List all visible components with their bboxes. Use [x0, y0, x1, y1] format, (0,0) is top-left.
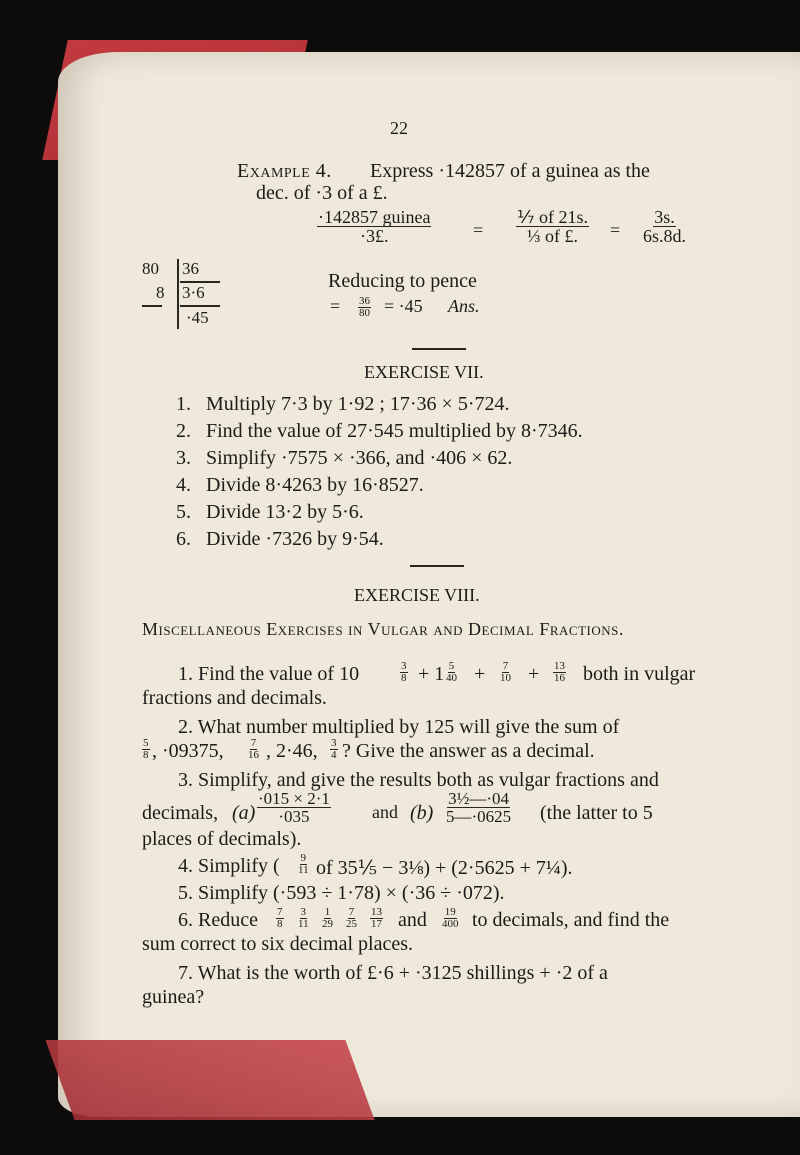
- result-fraction: [358, 296, 371, 319]
- q1-plus-1: +: [474, 663, 486, 685]
- q1-frac-3-8: [400, 661, 408, 684]
- eq-mid-den: ⅓ of £.: [526, 226, 578, 246]
- division-q2: ·45: [186, 308, 209, 327]
- eq-sign-2: =: [610, 220, 621, 240]
- q4-frac-9-11-den: 11: [298, 864, 309, 876]
- q1-frac-13-16: [553, 661, 566, 684]
- q1-frac-5-40-num: 5: [448, 660, 455, 672]
- q2-frac-7-16-den: 16: [248, 749, 259, 761]
- q6-frac-1-29-num: 1: [324, 906, 331, 918]
- q1-part-e: both in vulgar: [583, 663, 696, 685]
- q3-label-a: (a): [232, 802, 256, 824]
- eq-left-fraction: [317, 208, 431, 245]
- q3-frac-a-num: ·015 × 2·1: [258, 789, 330, 808]
- eq-mid-fraction: [516, 208, 589, 245]
- division-rule-2: [180, 305, 220, 307]
- q3-frac-b: [446, 790, 511, 825]
- eq-left-den: ·3£.: [359, 226, 389, 246]
- q6-frac-3-11-den: 11: [298, 918, 309, 930]
- q6-frac-13-17-den: 17: [371, 918, 382, 930]
- ex7-item-4-text: Divide 8·4263 by 16·8527.: [206, 474, 424, 496]
- division-bar-1: [177, 259, 179, 329]
- q1-frac-3-8-den: 8: [401, 672, 407, 684]
- q2-frac-5-8-den: 8: [143, 749, 149, 761]
- ex7-item-3-text: Simplify ·7575 × ·366, and ·406 × 62.: [206, 447, 513, 469]
- result-den: 80: [359, 307, 370, 319]
- q6-part-a: 6. Reduce: [178, 909, 258, 931]
- q5-text: 5. Simplify (·593 ÷ 1·78) × (·36 ÷ ·072).: [178, 882, 505, 904]
- eq-right-fraction: [643, 208, 686, 245]
- q2-frac-5-8: [142, 738, 150, 761]
- result-num: 36: [359, 295, 370, 307]
- q1-frac-5-40: [446, 661, 457, 684]
- eq-left-num: ·142857 guinea: [318, 207, 431, 227]
- q3-frac-b-num: 3½—·04: [448, 789, 510, 808]
- ex7-item-2-text: Find the value of 27·545 multiplied by 8·7346.: [206, 420, 583, 442]
- division-dividend: 36: [182, 259, 199, 278]
- q3-frac-a-den: ·035: [278, 807, 310, 826]
- q2-line1: 2. What number multiplied by 125 will give the sum of: [178, 716, 620, 738]
- q6-frac-19-400-num: 19: [444, 906, 456, 918]
- q1-frac-13-16-den: 16: [554, 672, 565, 684]
- ex7-item-6-text: Divide ·7326 by 9·54.: [206, 528, 384, 550]
- exercise8-title: EXERCISE VIII.: [354, 585, 480, 605]
- q2-frac-7-16: [248, 738, 259, 761]
- q6-frac-7-25-den: 25: [346, 918, 357, 930]
- q6-part-c: to decimals, and find the: [472, 909, 670, 931]
- example-line2: dec. of ·3 of a £.: [256, 182, 388, 204]
- reducing-text: Reducing to pence: [328, 270, 477, 292]
- eq-right-num: 3s.: [654, 207, 675, 227]
- eq-sign-1: =: [473, 220, 484, 240]
- ex7-item-3-number: 3.: [176, 447, 191, 469]
- q6-frac-1-29-den: 29: [322, 918, 333, 930]
- q1-frac-5-40-den: 40: [446, 672, 457, 684]
- ex7-item-4-number: 4.: [176, 474, 191, 496]
- q2-line2b: , 2·46,: [266, 740, 318, 762]
- q3-decimals: decimals,: [142, 802, 219, 824]
- eq-right-den: 6s.8d.: [643, 226, 687, 246]
- q1-frac-13-16-num: 13: [554, 660, 565, 672]
- q1-frac-3-8-num: 3: [401, 660, 407, 672]
- q3-tail: (the latter to 5: [540, 802, 653, 824]
- q4-frac-9-11: [298, 853, 309, 876]
- q2-frac-5-8-num: 5: [143, 737, 149, 749]
- ex7-item-6-number: 6.: [176, 528, 191, 550]
- ex7-item-1-number: 1.: [176, 393, 191, 415]
- ex7-item-2-number: 2.: [176, 420, 191, 442]
- q1-frac-7-10: [500, 661, 511, 684]
- ex7-item-1-text: Multiply 7·3 by 1·92 ; 17·36 × 5·724.: [206, 393, 510, 415]
- exercise7-title: EXERCISE VII.: [364, 362, 484, 382]
- q4-part-b: of 35⅕ − 3⅛) + (2·5625 + 7¼).: [316, 857, 573, 879]
- example-heading: Example 4.: [237, 160, 332, 182]
- division-rule-left: [142, 305, 162, 307]
- q6-frac-1-29: [322, 907, 333, 930]
- q1-part-a: 1. Find the value of 10: [178, 663, 360, 685]
- q2-frac-3-4-den: 4: [331, 749, 337, 761]
- q1-line2: fractions and decimals.: [142, 687, 327, 709]
- q2-frac-7-16-num: 7: [250, 737, 257, 749]
- page-number: 22: [390, 118, 408, 138]
- q6-frac-3-11-num: 3: [300, 906, 307, 918]
- result-ans: Ans.: [448, 296, 480, 316]
- q6-frac-19-400-den: 400: [442, 918, 459, 930]
- q7-line1: 7. What is the worth of £·6 + ·3125 shillings + ·2 of a: [178, 962, 608, 984]
- ex7-item-5-text: Divide 13·2 by 5·6.: [206, 501, 364, 523]
- division-divisor-8: 8: [156, 283, 165, 302]
- q6-frac-7-8-den: 8: [277, 918, 283, 930]
- q1-plus-2: +: [528, 663, 540, 685]
- q3-frac-b-den: 5—·0625: [446, 807, 512, 826]
- division-q1: 3·6: [182, 283, 205, 302]
- eq-mid-num: ⅐ of 21s.: [517, 207, 588, 227]
- q6-frac-7-25: [346, 907, 357, 930]
- book-spine-cloth-bottom: [45, 1040, 374, 1120]
- result-value: = ·45: [384, 296, 423, 316]
- q4-part-a: 4. Simplify (: [178, 855, 280, 877]
- q4-frac-9-11-num: 9: [300, 852, 307, 864]
- q6-frac-7-8-num: 7: [277, 906, 283, 918]
- ex7-item-5-number: 5.: [176, 501, 191, 523]
- q2-line2a: , ·09375,: [152, 740, 224, 762]
- exercise8-subtitle: Miscellaneous Exercises in Vulgar and Decimal Fractions.: [142, 619, 624, 639]
- q3-line1: 3. Simplify, and give the results both as vulgar fractions and: [178, 769, 659, 791]
- division-divisor-80: 80: [142, 259, 159, 278]
- q2-line2c: ? Give the answer as a decimal.: [342, 740, 595, 762]
- q3-line3: places of decimals).: [142, 828, 302, 850]
- q3-frac-a: [257, 790, 331, 825]
- q1-frac-7-10-num: 7: [502, 660, 509, 672]
- q6-frac-3-11: [298, 907, 309, 930]
- q3-and: and: [372, 802, 398, 822]
- q7-line2: guinea?: [142, 986, 205, 1008]
- q2-frac-3-4: [330, 738, 338, 761]
- q6-frac-13-17: [370, 907, 383, 930]
- q6-frac-13-17-num: 13: [371, 906, 382, 918]
- example-line1: Express ·142857 of a guinea as the: [370, 160, 650, 182]
- q1-part-b: + 1: [418, 663, 445, 685]
- divider-rule-1: [412, 348, 466, 350]
- result-prefix: =: [330, 296, 341, 316]
- divider-rule-2: [410, 565, 464, 567]
- q6-frac-7-8: [276, 907, 284, 930]
- q6-frac-7-25-num: 7: [348, 906, 355, 918]
- q2-frac-3-4-num: 3: [331, 737, 337, 749]
- q3-label-b: (b): [410, 802, 434, 824]
- q6-and: and: [398, 909, 427, 931]
- q6-frac-19-400: [442, 907, 459, 930]
- q6-line2: sum correct to six decimal places.: [142, 933, 414, 955]
- q1-frac-7-10-den: 10: [500, 672, 511, 684]
